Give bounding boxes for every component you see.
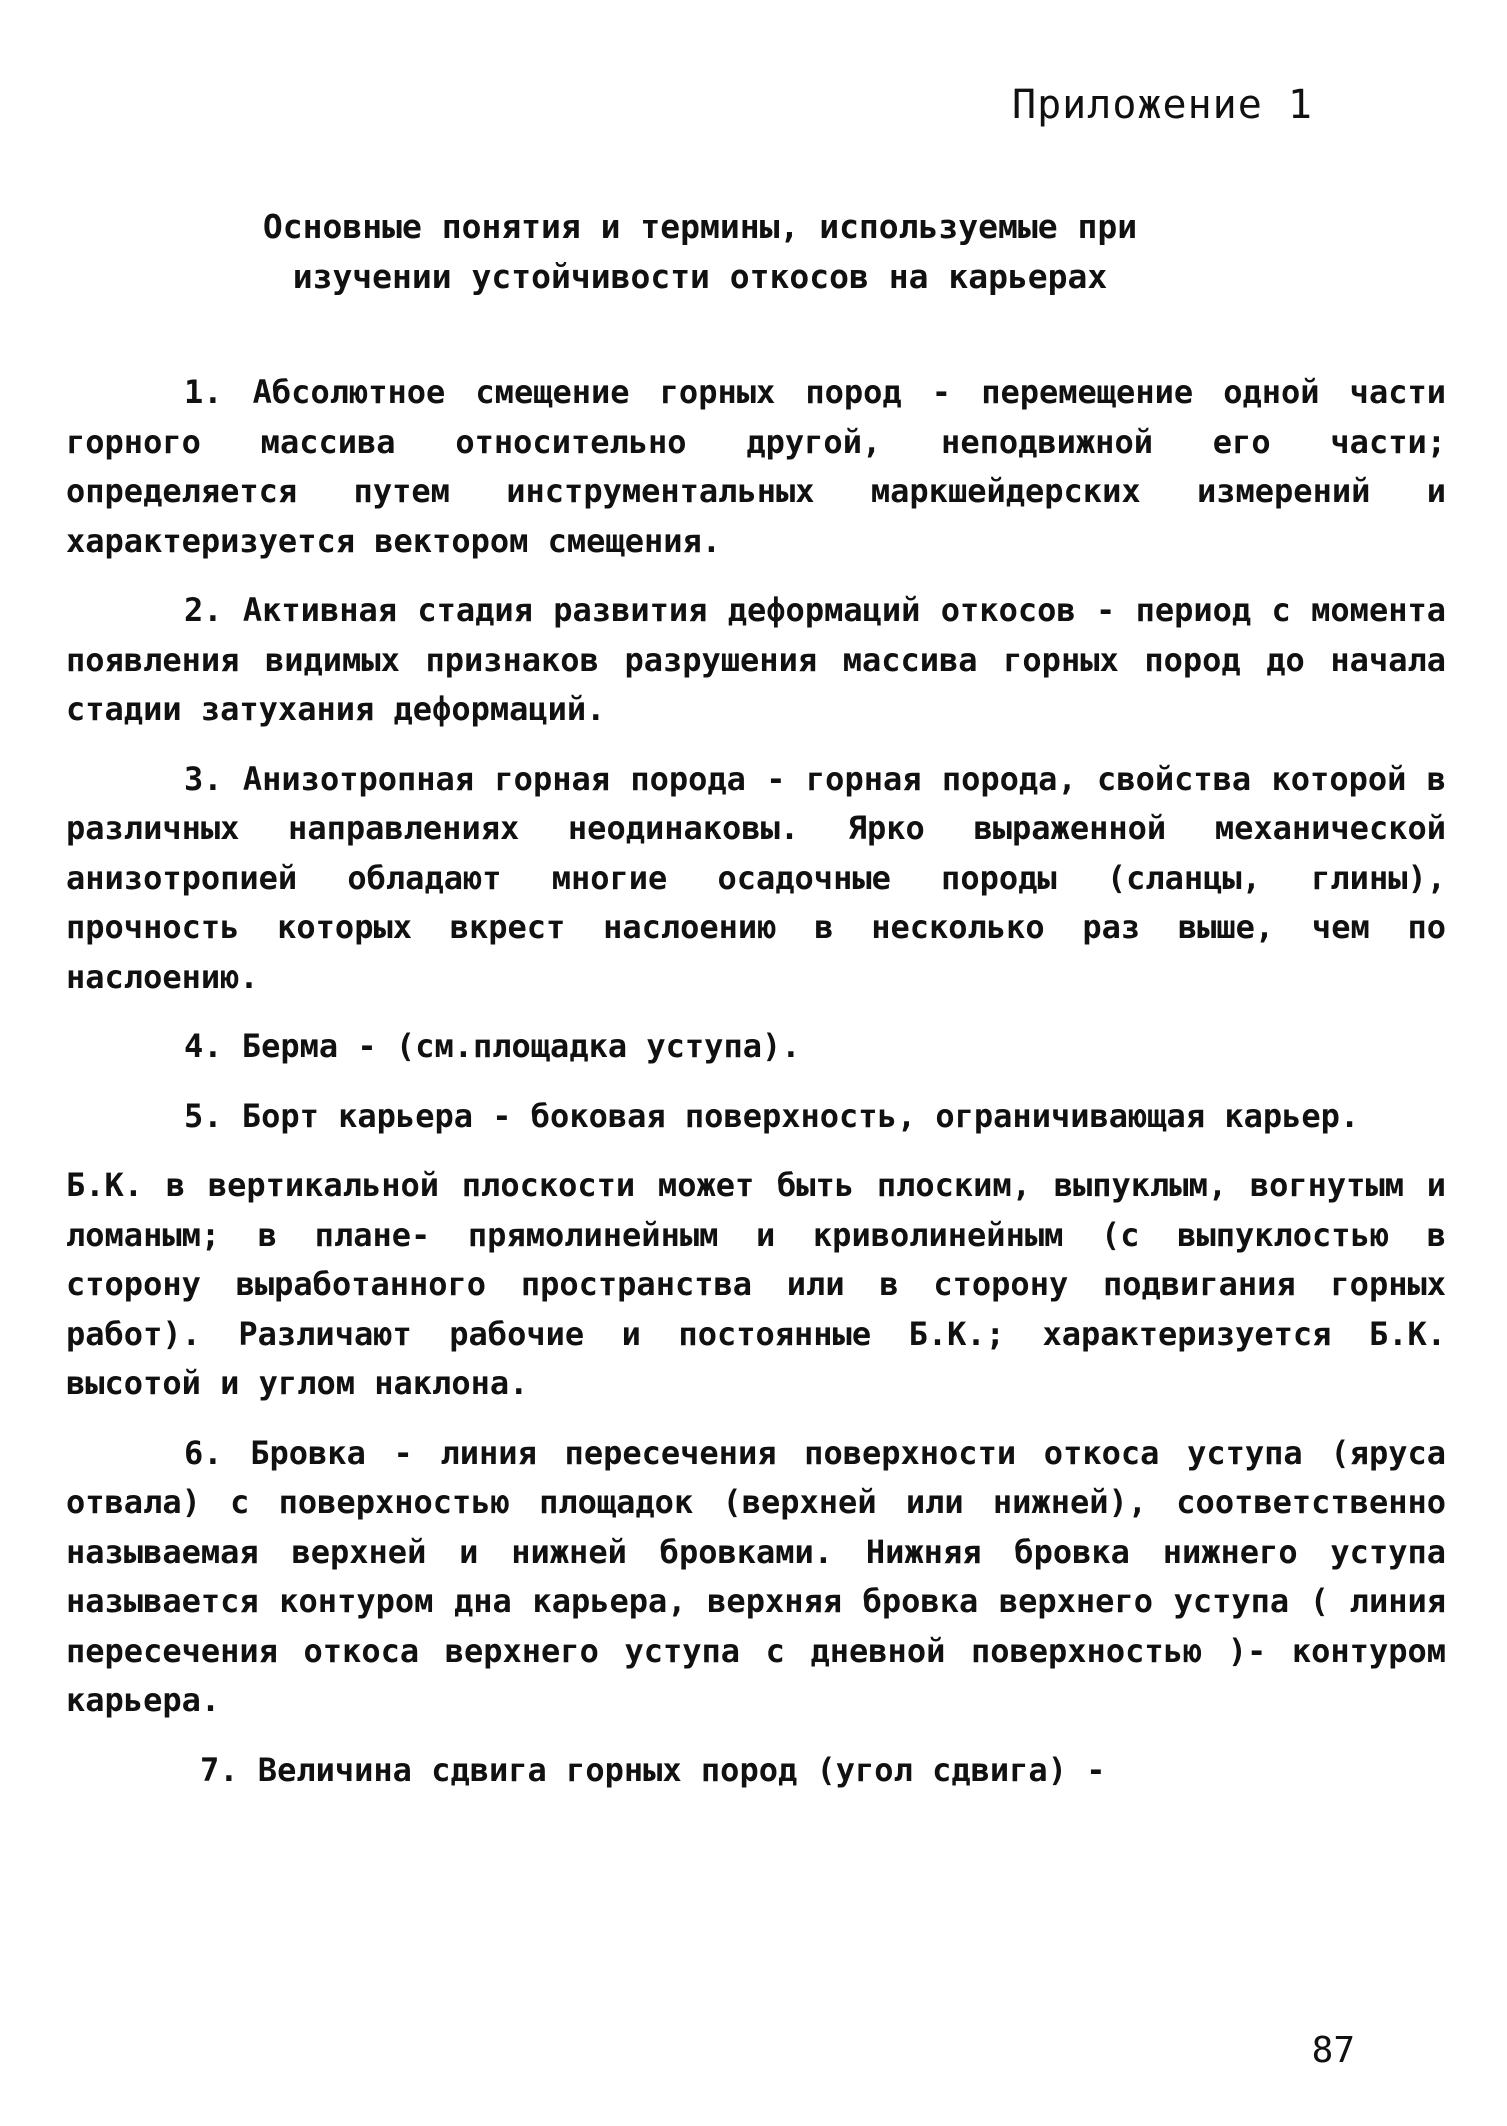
paragraph-1: 1. Абсолютное смещение горных пород - перемещение одной части горного массива относительно другой, неподвижной его части; определяется путем инструментальных маркшейдерских измерений и характеризуется вектором смещения. bbox=[66, 373, 1446, 560]
heading-line-1: Основные понятия и термины, используемые при bbox=[262, 207, 1138, 246]
paragraph-7: 7. Величина сдвига горных пород (угол сдвига) - bbox=[200, 1750, 1106, 1789]
paragraph-2: 2. Активная стадия развития деформаций откосов - период с момента появления видимых признаков разрушения массива горных пород до начала стадии затухания деформаций. bbox=[66, 591, 1446, 728]
appendix-label: Приложение 1 bbox=[1012, 82, 1313, 128]
paragraph-5-detail: Б.К. в вертикальной плоскости может быть плоским, выпуклым, вогнутым и ломаным; в плане- прямолинейным и криволинейным (с выпуклостью в сторону выработанного пространства или в сторону подвигания горных работ). Различают рабочие и постоянные Б.К.; характеризуется Б.К. высотой и углом наклона. bbox=[66, 1166, 1446, 1402]
paragraph-5: 5. Борт карьера - боковая поверхность, ограничивающая карьер. bbox=[184, 1096, 1360, 1135]
paragraph-3: 3. Анизотропная горная порода - горная порода, свойства которой в различных направлениях неодинаковы. Ярко выраженной механической анизотропией обладают многие осадочные породы (сланцы, глины), прочность которых вкрест наслоению в несколько раз выше, чем по наслоению. bbox=[66, 759, 1446, 996]
body-text bbox=[66, 368, 1446, 1815]
page-number: 87 bbox=[1311, 2030, 1355, 2071]
heading-line-2: изучении устойчивости откосов на карьерах bbox=[292, 257, 1108, 296]
paragraph-4: 4. Берма - (см.площадка уступа). bbox=[184, 1027, 801, 1065]
paragraph-6: 6. Бровка - линия пересечения поверхности откоса уступа (яруса отвала) с поверхностью площадок (верхней или нижней), соответственно называемая верхней и нижней бровками. Нижняя бровка нижнего уступа называется контуром дна карьера, верхняя бровка верхнего уступа ( линия пересечения откоса верхнего уступа с дневной поверхностью )- контуром карьера. bbox=[66, 1433, 1446, 1719]
section-heading bbox=[150, 202, 1250, 302]
